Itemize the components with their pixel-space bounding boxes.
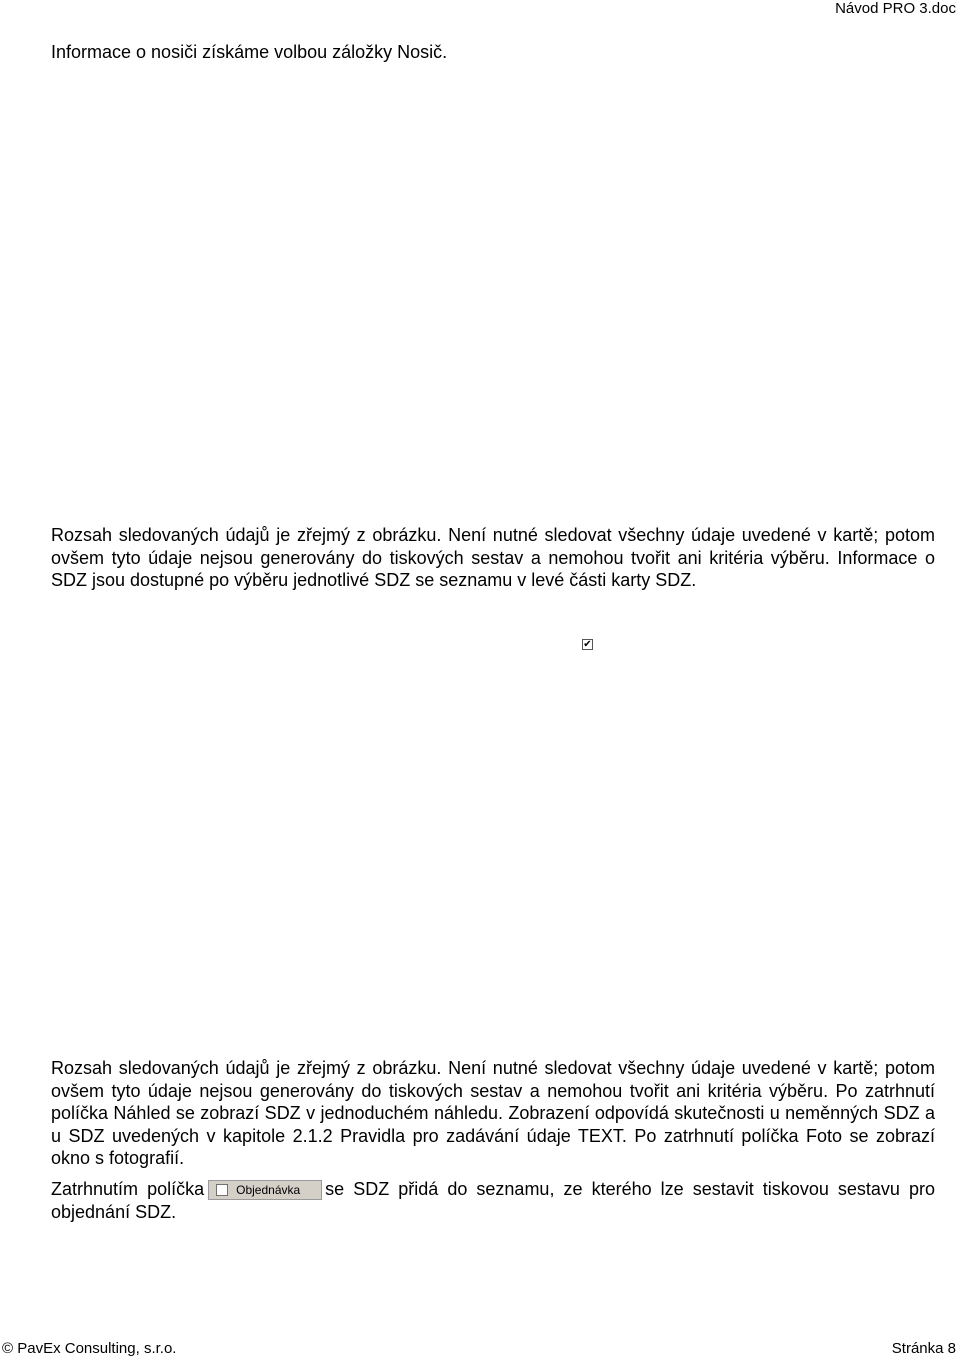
footer-page-number: Stránka 8 <box>891 1340 956 1357</box>
paragraph-text: Rozsah sledovaných údajů je zřejmý z obrázku. Není nutné sledovat všechny údaje uvedené v kartě; potom ovšem tyto údaje nejsou generovány do tiskových sestav a nemohou tvořit ani kritéria výběru. Informace o SDZ jsou dostupné po výběru jednotlivé SDZ se seznamu v levé části karty SDZ. <box>51 525 935 591</box>
paragraph-text: Informace o nosiči získáme volbou záložky Nosič. <box>51 42 448 62</box>
paragraph-text: Rozsah sledovaných údajů je zřejmý z obrázku. Není nutné sledovat všechny údaje uvedené v kartě; potom ovšem tyto údaje nejsou generovány do tiskových sestav a nemohou tvořit ani kritéria výběru. Po zatrhnutí políčka Náhled se zobrazí SDZ v jednoduchém náhledu. Zobrazení odpovídá skutečnosti u neměnných SDZ a u SDZ uvedených v kapitole 2.1.2 Pravidla pro zadávání údaje TEXT. Po zatrhnutí políčka Foto se zobrazí okno s fotografií. <box>51 1058 935 1169</box>
paragraph-nosic <box>51 41 935 64</box>
paragraph-nahled-foto <box>51 1057 935 1170</box>
paragraph-text-before: Zatrhnutím políčka <box>51 1179 205 1199</box>
checkbox-icon[interactable] <box>216 1184 228 1196</box>
paragraph-text <box>51 1178 935 1223</box>
paragraph-text-after: se SDZ přidá do seznamu, ze kterého lze sestavit tiskovou sestavu pro objednání SDZ. <box>51 1179 935 1222</box>
footer-copyright: © PavEx Consulting, s.r.o. <box>2 1340 177 1357</box>
objednavka-checkbox-screenshot[interactable] <box>208 1180 322 1200</box>
objednavka-label: Objednávka <box>236 1183 301 1197</box>
checkbox-icon[interactable] <box>582 639 593 650</box>
checkmark-icon: ✔ <box>583 639 592 650</box>
paragraph-sdz-info <box>51 524 935 592</box>
document-filename: Návod PRO 3.doc <box>835 0 956 17</box>
paragraph-objednavka <box>51 1178 935 1223</box>
